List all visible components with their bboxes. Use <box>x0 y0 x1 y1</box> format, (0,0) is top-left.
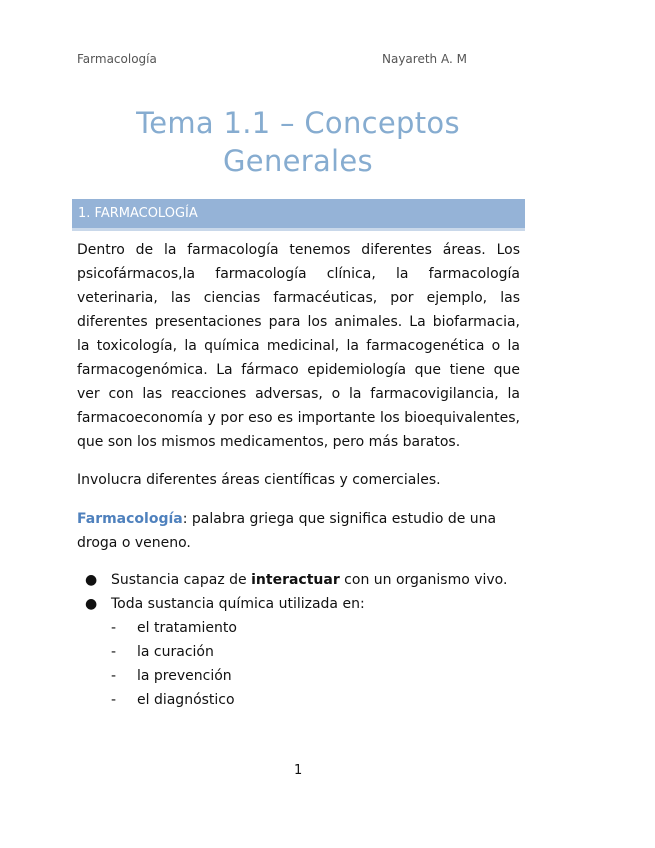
bullet-text: Toda sustancia química utilizada en: <box>111 596 365 612</box>
definition-term: Farmacología <box>77 511 183 527</box>
paragraph-definition <box>77 507 520 555</box>
sub-item-text: la prevención <box>137 668 232 684</box>
paragraph-areas: Dentro de la farmacología tenemos diferentes áreas. Los psicofármacos,la farmacología clínica, la farmacología veterinaria, las ciencias farmacéuticas, por ejemplo, las diferentes presentaciones para los animales. La biofarmacia, la toxicología, la química medicinal, la farmacogenética o la farmacogenómica. La fármaco epidemiología que tiene que ver con las reacciones adversas, o la farmacovigilancia, la farmacoeconomía y por eso es importante los bioequivalentes, que son los mismos medicamentos, pero más baratos. <box>77 242 520 450</box>
bullet-list <box>85 568 525 712</box>
header-subject: Farmacología <box>77 52 157 66</box>
page-number: 1 <box>294 763 303 778</box>
header-author: Nayareth A. M <box>382 52 467 66</box>
definition-text: : palabra griega que significa estudio de una droga o veneno. <box>77 511 497 551</box>
sub-list-item <box>85 640 525 664</box>
section-heading-bar <box>72 199 525 231</box>
sub-list-item <box>85 688 525 712</box>
sub-item-text: el diagnóstico <box>137 692 235 708</box>
dash-icon: - <box>111 620 117 636</box>
dash-icon: - <box>111 668 117 684</box>
bold-term: interactuar <box>251 572 340 588</box>
list-item <box>85 592 525 616</box>
bullet-icon: ● <box>85 572 98 588</box>
list-item <box>85 568 525 592</box>
sub-list-item <box>85 616 525 640</box>
title-line-1: Tema 1.1 – Conceptos <box>136 106 460 140</box>
sub-list-item <box>85 664 525 688</box>
sub-item-text: la curación <box>137 644 214 660</box>
section-heading: 1. FARMACOLOGÍA <box>78 206 198 221</box>
bullet-icon: ● <box>85 596 98 612</box>
title-line-2: Generales <box>223 144 373 178</box>
paragraph-involves: Involucra diferentes áreas científicas y comerciales. <box>77 472 441 488</box>
sub-item-text: el tratamiento <box>137 620 237 636</box>
bullet-text: con un organismo vivo. <box>339 572 508 588</box>
document-title <box>100 104 496 180</box>
dash-icon: - <box>111 692 117 708</box>
dash-icon: - <box>111 644 117 660</box>
bullet-text: Sustancia capaz de <box>111 572 252 588</box>
